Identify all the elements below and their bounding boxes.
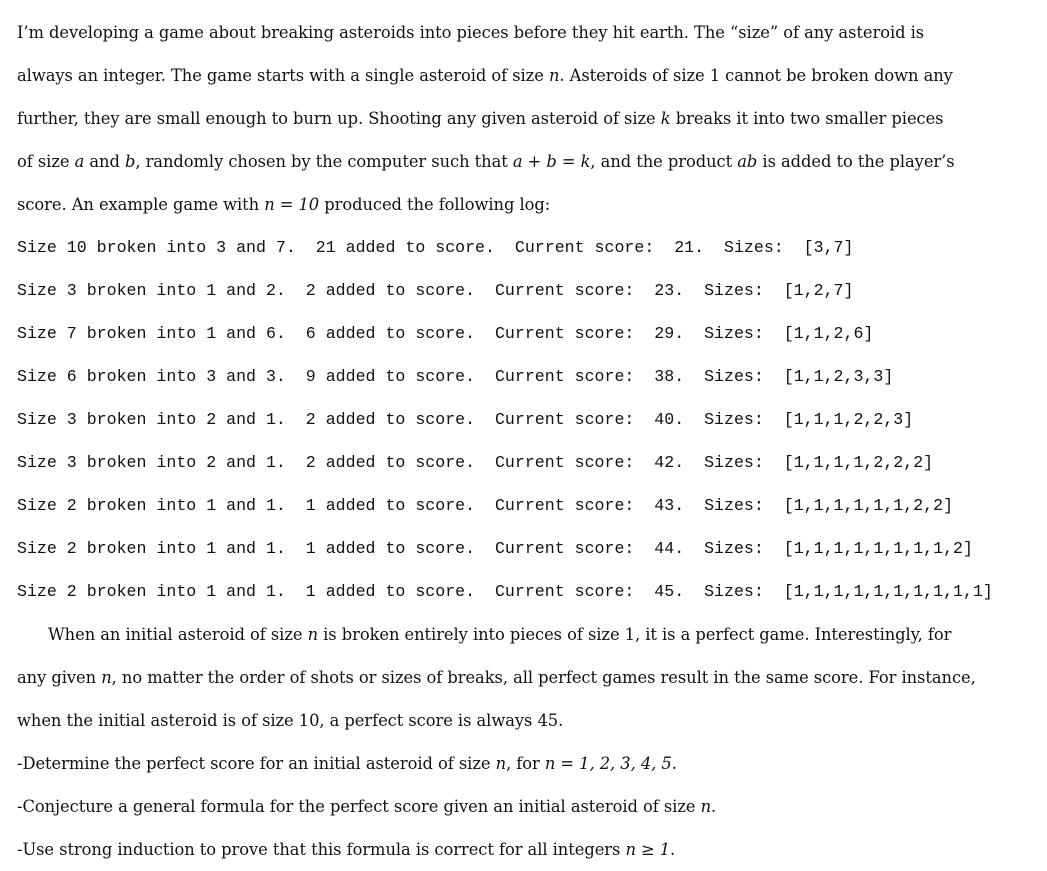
task-text: -Determine the perfect score for an initial asteroid of size bbox=[17, 754, 496, 773]
perfect-line-3 bbox=[17, 699, 1043, 742]
math-equation: n = 1, 2, 3, 4, 5 bbox=[544, 754, 672, 773]
intro-text: I’m developing a game about breaking asteroids into pieces before they hit earth. The “size” of any asteroid is bbox=[17, 23, 925, 42]
math-variable: n bbox=[307, 625, 318, 644]
task-text: , for bbox=[506, 754, 545, 773]
perfect-text: any given bbox=[17, 668, 102, 687]
task-text: -Use strong induction to prove that this formula is correct for all integers bbox=[17, 840, 626, 859]
task-2 bbox=[17, 785, 1043, 828]
math-variable: ab bbox=[737, 152, 758, 171]
log-line: Size 2 broken into 1 and 1. 1 added to score. Current score: 44. Sizes: [1,1,1,1,1,1,1,1,2] bbox=[17, 539, 973, 558]
perfect-text: is broken entirely into pieces of size 1, it is a perfect game. Interestingly, for bbox=[318, 625, 952, 644]
log-line: Size 3 broken into 2 and 1. 2 added to score. Current score: 40. Sizes: [1,1,1,2,2,3] bbox=[17, 410, 914, 429]
log-line: Size 6 broken into 3 and 3. 9 added to score. Current score: 38. Sizes: [1,1,2,3,3] bbox=[17, 367, 894, 386]
perfect-text: when the initial asteroid is of size 10, a perfect score is always 45. bbox=[17, 711, 564, 730]
intro-text: produced the following log: bbox=[319, 195, 551, 214]
intro-text: of size bbox=[17, 152, 75, 171]
log-line: Size 2 broken into 1 and 1. 1 added to score. Current score: 45. Sizes: [1,1,1,1,1,1,1,1,1,1] bbox=[17, 582, 993, 601]
intro-line-2 bbox=[17, 54, 1043, 97]
log-line: Size 3 broken into 2 and 1. 2 added to score. Current score: 42. Sizes: [1,1,1,1,2,2,2] bbox=[17, 453, 934, 472]
task-text: . bbox=[670, 840, 676, 859]
math-equation: n ≥ 1 bbox=[625, 840, 671, 859]
intro-text: always an integer. The game starts with a single asteroid of size bbox=[17, 66, 549, 85]
perfect-line-1 bbox=[17, 613, 1043, 656]
task-1 bbox=[17, 742, 1043, 785]
math-equation: n = 10 bbox=[264, 195, 320, 214]
intro-text: is added to the player’s bbox=[757, 152, 955, 171]
intro-text: further, they are small enough to burn up. Shooting any given asteroid of size bbox=[17, 109, 661, 128]
math-variable: n bbox=[495, 754, 507, 773]
intro-line-4 bbox=[17, 140, 1043, 183]
perfect-text: When an initial asteroid of size bbox=[48, 625, 308, 644]
log-line: Size 7 broken into 1 and 6. 6 added to score. Current score: 29. Sizes: [1,1,2,6] bbox=[17, 324, 874, 343]
intro-text: and bbox=[84, 152, 125, 171]
intro-text: score. An example game with bbox=[17, 195, 265, 214]
math-variable: n bbox=[548, 66, 560, 85]
math-variable: b bbox=[124, 152, 136, 171]
task-text: -Conjecture a general formula for the perfect score given an initial asteroid of size bbox=[17, 797, 701, 816]
math-variable: n bbox=[101, 668, 112, 687]
perfect-line-2 bbox=[17, 656, 1043, 699]
math-equation: a + b = k bbox=[512, 152, 591, 171]
intro-line-5 bbox=[17, 183, 1043, 226]
math-variable: k bbox=[660, 109, 671, 128]
task-text: . bbox=[711, 797, 717, 816]
task-text: . bbox=[671, 754, 677, 773]
math-variable: n bbox=[700, 797, 712, 816]
problem-document bbox=[17, 11, 1043, 871]
perfect-text: , no matter the order of shots or sizes of breaks, all perfect games result in the same score. For instance, bbox=[111, 668, 976, 687]
log-line: Size 10 broken into 3 and 7. 21 added to score. Current score: 21. Sizes: [3,7] bbox=[17, 238, 854, 257]
task-3 bbox=[17, 828, 1043, 871]
game-log bbox=[17, 226, 1043, 613]
intro-text: , randomly chosen by the computer such that bbox=[135, 152, 513, 171]
log-line: Size 2 broken into 1 and 1. 1 added to score. Current score: 43. Sizes: [1,1,1,1,1,1,2,2] bbox=[17, 496, 954, 515]
intro-text: . Asteroids of size 1 cannot be broken down any bbox=[559, 66, 953, 85]
log-line: Size 3 broken into 1 and 2. 2 added to score. Current score: 23. Sizes: [1,2,7] bbox=[17, 281, 854, 300]
intro-line-1 bbox=[17, 11, 1043, 54]
intro-line-3 bbox=[17, 97, 1043, 140]
intro-text: breaks it into two smaller pieces bbox=[670, 109, 944, 128]
math-variable: a bbox=[74, 152, 85, 171]
intro-text: , and the product bbox=[590, 152, 738, 171]
